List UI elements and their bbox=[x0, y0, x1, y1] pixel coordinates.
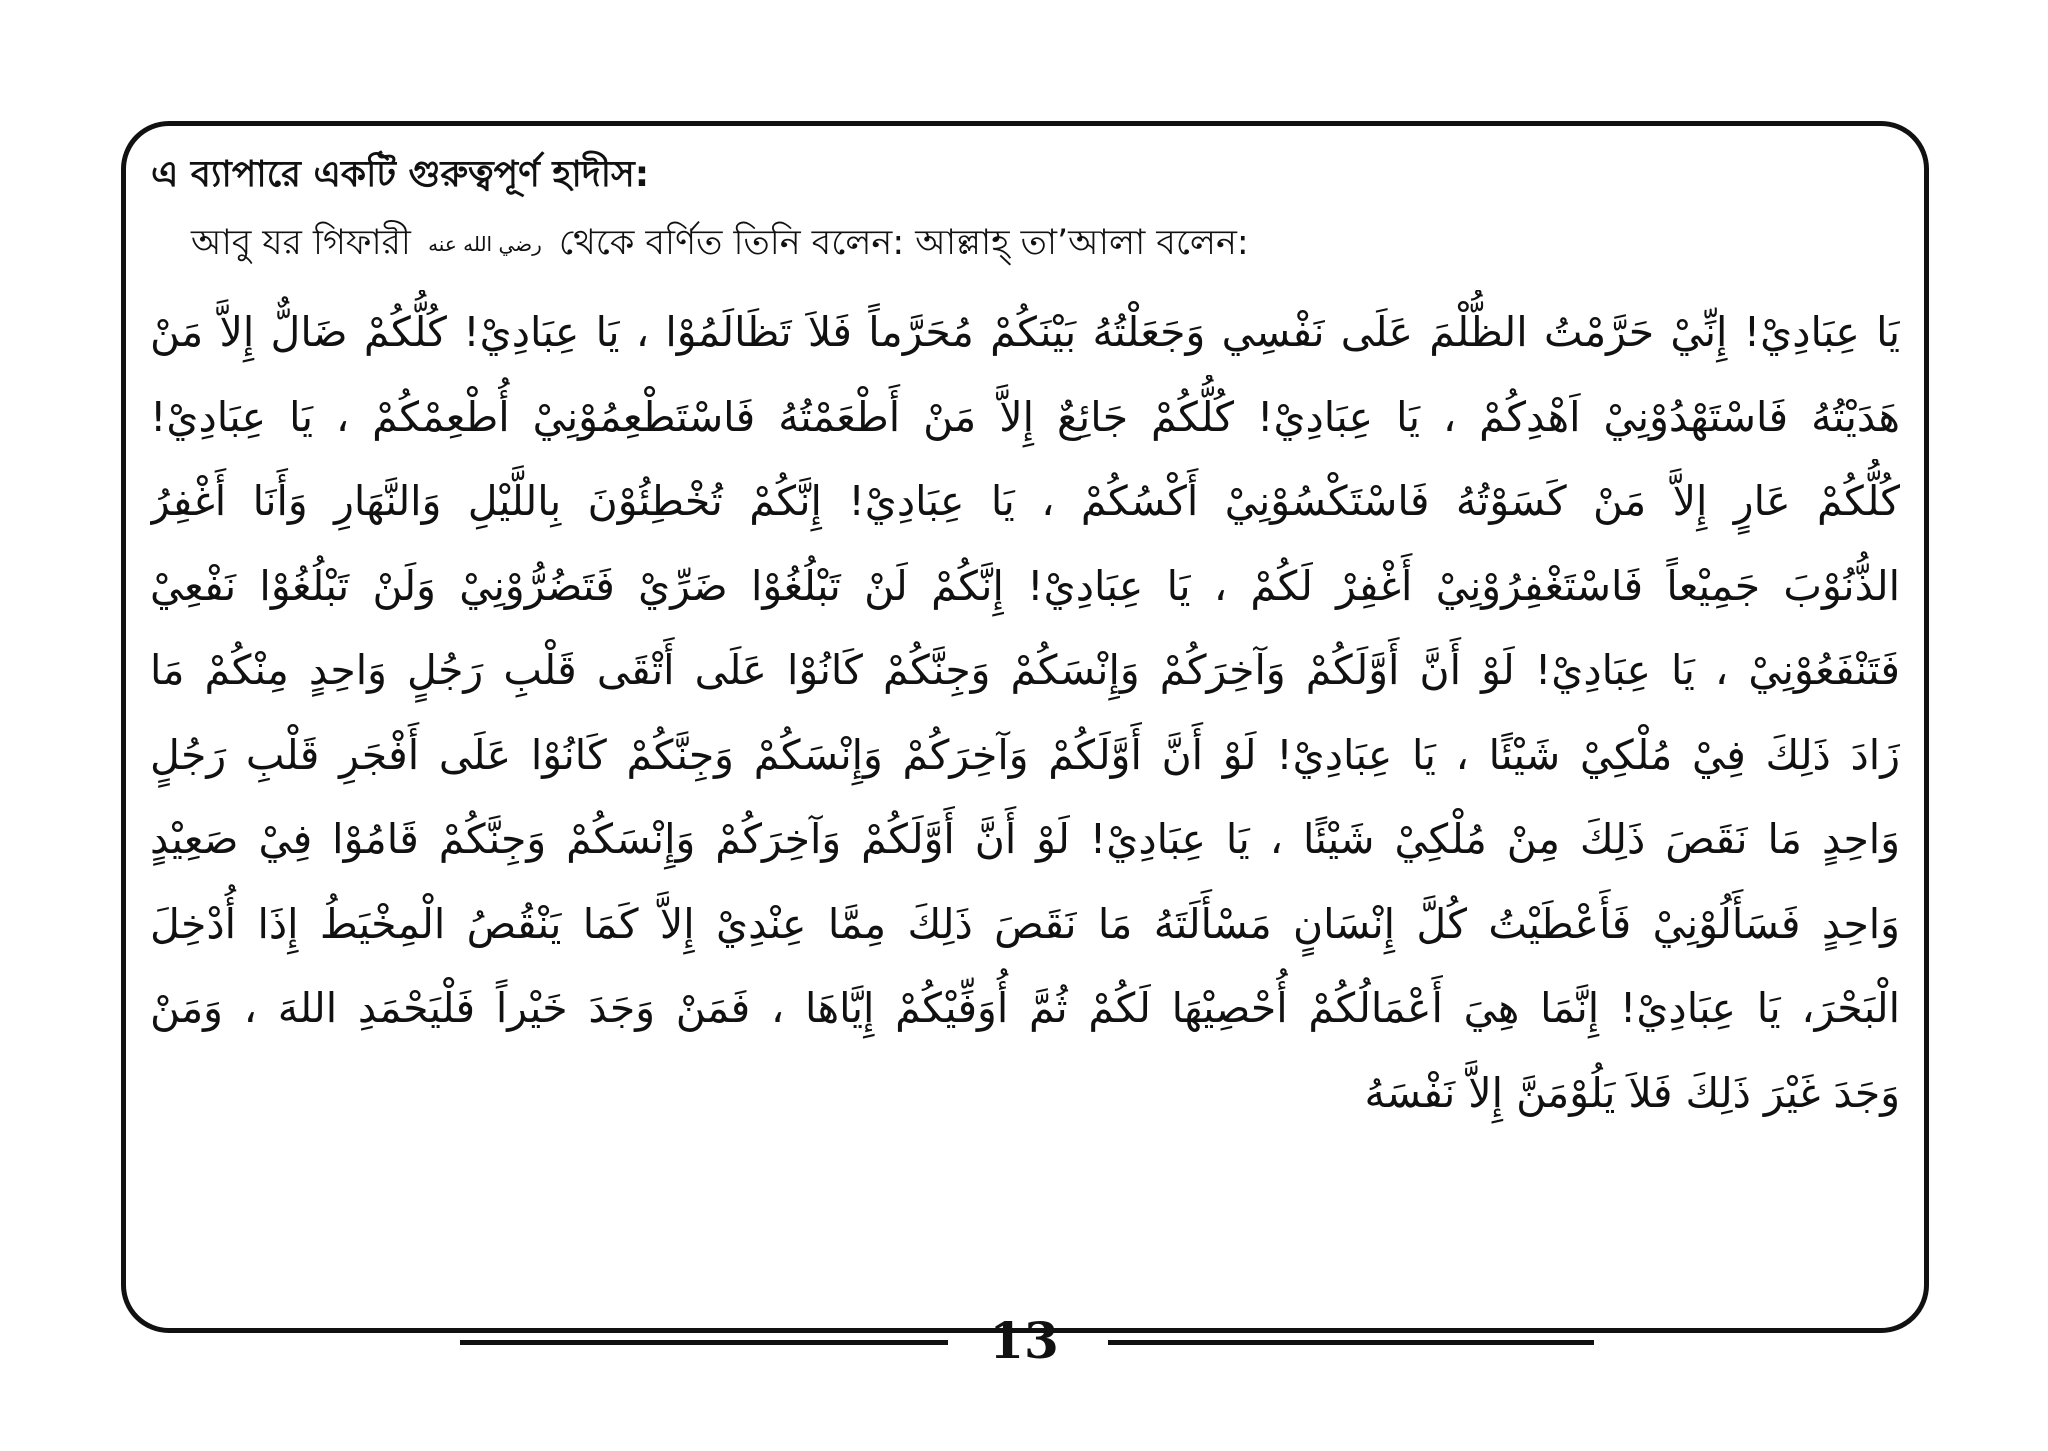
page-footer bbox=[0, 1310, 2048, 1372]
hadith-intro bbox=[191, 218, 1249, 269]
arabic-line: فَتَنْفَعُوْنِيْ ، يَا عِبَادِيْ! لَوْ أَنَّ أَوَّلَكُمْ وَآخِرَكُمْ وَإِنْسَكُمْ وَجِنَّكُمْ كَانُوْا عَلَى أَتْقَى قَلْبِ رَجُلٍ وَاحِدٍ مِنْكُمْ مَا bbox=[150, 646, 1900, 694]
arabic-line: وَاحِدٍ فَسَأَلُوْنِيْ فَأَعْطَيْتُ كُلَّ إِنْسَانٍ مَسْأَلَتَهُ مَا نَقَصَ ذَلِكَ مِمَّا عِنْدِيْ إِلاَّ كَمَا يَنْقُصُ الْمِخْيَطُ إِذَا أُدْخِلَ bbox=[150, 899, 1900, 948]
arabic-line: الذُّنُوْبَ جَمِيْعاً فَاسْتَغْفِرُوْنِيْ أَغْفِرْ لَكُمْ ، يَا عِبَادِيْ! إِنَّكُمْ لَنْ تَبْلُغُوْا ضَرِّيْ فَتَضُرُّوْنِيْ وَلَنْ تَبْلُغُوْا نَفْعِيْ bbox=[150, 561, 1900, 610]
intro-continuation: থেকে বর্ণিত তিনি বলেন: আল্লাহ্ তা’আলা বলেন: bbox=[558, 223, 1249, 263]
arabic-line: هَدَيْتُهُ فَاسْتَهْدُوْنِيْ اَهْدِكُمْ ، يَا عِبَادِيْ! كُلُّكُمْ جَائِعٌ إِلاَّ مَنْ أَطْعَمْتُهُ فَاسْتَطْعِمُوْنِيْ أُطْعِمْكُمْ ، يَا عِبَادِيْ! bbox=[150, 392, 1900, 441]
arabic-line: الْبَحْرَ، يَا عِبَادِيْ! إِنَّمَا هِيَ أَعْمَالُكُمْ أُحْصِيْهَا لَكُمْ ثُمَّ أُوَفِّيْكُمْ إِيَّاهَا ، فَمَنْ وَجَدَ خَيْراً فَلْيَحْمَدِ اللهَ ، وَمَنْ bbox=[150, 984, 1900, 1032]
section-heading: এ ব্যাপারে একটি গুরুত্বপূর্ণ হাদীস: bbox=[151, 154, 650, 195]
footer-rule-right bbox=[1108, 1340, 1594, 1345]
narrator-name: আবু যর গিফারী bbox=[191, 223, 411, 263]
arabic-line: وَاحِدٍ مَا نَقَصَ ذَلِكَ مِنْ مُلْكِيْ شَيْئًا ، يَا عِبَادِيْ! لَوْ أَنَّ أَوَّلَكُمْ وَآخِرَكُمْ وَإِنْسَكُمْ وَجِنَّكُمْ قَامُوْا فِيْ صَعِيْدٍ bbox=[150, 815, 1900, 863]
arabic-line: كُلُّكُمْ عَارٍ إِلاَّ مَنْ كَسَوْتُهُ فَاسْتَكْسُوْنِيْ أَكْسُكُمْ ، يَا عِبَادِيْ! إِنَّكُمْ تُخْطِئُوْنَ بِاللَّيْلِ وَالنَّهَارِ وَأَنَا أَغْفِرُ bbox=[150, 477, 1900, 525]
arabic-hadith-text bbox=[150, 290, 1900, 1135]
arabic-line: يَا عِبَادِيْ! إِنِّيْ حَرَّمْتُ الظُّلْمَ عَلَى نَفْسِي وَجَعَلْتُهُ بَيْنَكُمْ مُحَرَّماً فَلاَ تَظَالَمُوْا ، يَا عِبَادِيْ! كُلُّكُمْ ضَالٌّ إِلاَّ مَنْ bbox=[150, 308, 1900, 356]
honorific-ligature: رضي الله عنه bbox=[428, 232, 542, 256]
arabic-line: وَجَدَ غَيْرَ ذَلِكَ فَلاَ يَلُوْمَنَّ إِلاَّ نَفْسَهُ bbox=[1364, 1068, 1900, 1117]
page-number: 13 bbox=[989, 1311, 1059, 1370]
arabic-line: زَادَ ذَلِكَ فِيْ مُلْكِيْ شَيْئًا ، يَا عِبَادِيْ! لَوْ أَنَّ أَوَّلَكُمْ وَآخِرَكُمْ وَإِنْسَكُمْ وَجِنَّكُمْ كَانُوْا عَلَى أَفْجَرِ قَلْبِ رَجُلٍ bbox=[150, 730, 1900, 779]
